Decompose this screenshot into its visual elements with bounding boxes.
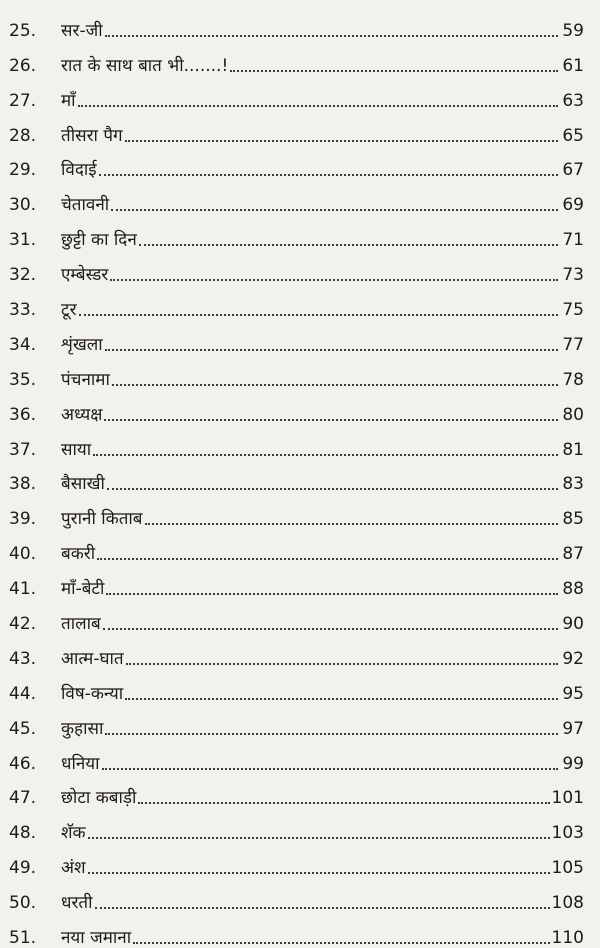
dot-leader (78, 104, 558, 107)
dot-leader (110, 278, 558, 281)
toc-entry (9, 807, 584, 842)
entry-page-number: 69 (562, 195, 584, 216)
dot-leader (105, 34, 558, 37)
dot-leader (97, 557, 558, 560)
entry-number: 39. (9, 509, 37, 530)
entry-title: अंश (61, 858, 86, 879)
toc-entry (9, 319, 584, 354)
entry-number: 51. (9, 928, 37, 948)
toc-entry (9, 40, 584, 75)
entry-page-number: 87 (562, 544, 584, 565)
toc-entry (9, 354, 584, 389)
entry-title: अध्यक्ष (61, 404, 103, 425)
entry-page-number: 108 (551, 893, 584, 914)
entry-number: 49. (9, 858, 37, 879)
entry-number: 48. (9, 823, 37, 844)
toc-entry (9, 424, 584, 459)
entry-title: नया जमाना (61, 928, 132, 948)
entry-number: 50. (9, 893, 37, 914)
dot-leader (133, 941, 549, 944)
entry-title: माँ-बेटी (61, 579, 105, 600)
entry-page-number: 110 (551, 928, 584, 948)
entry-number: 43. (9, 648, 37, 669)
toc-entry (9, 75, 584, 110)
toc-entry (9, 633, 584, 668)
entry-number: 29. (9, 160, 37, 181)
entry-title: साया (61, 439, 92, 460)
entry-page-number: 81 (562, 439, 584, 460)
dot-leader (125, 139, 558, 142)
toc-entry (9, 773, 584, 808)
entry-page-number: 71 (562, 230, 584, 251)
entry-page-number: 67 (562, 160, 584, 181)
entry-number: 35. (9, 369, 37, 390)
entry-title: माँ (61, 90, 76, 111)
entry-page-number: 77 (562, 334, 584, 355)
toc-list (9, 5, 584, 947)
entry-number: 47. (9, 788, 37, 809)
dot-leader (105, 732, 558, 735)
toc-entry (9, 459, 584, 494)
entry-number: 44. (9, 683, 37, 704)
entry-number: 30. (9, 195, 37, 216)
dot-leader (230, 69, 558, 72)
entry-title: पुरानी किताब (61, 509, 143, 530)
entry-title: विदाई (61, 160, 97, 181)
entry-title: तालाब (61, 614, 101, 635)
entry-title: धरती (61, 893, 93, 914)
dot-leader (99, 173, 558, 176)
toc-entry (9, 912, 584, 947)
entry-page-number: 97 (562, 718, 584, 739)
toc-entry (9, 668, 584, 703)
dot-leader (112, 383, 558, 386)
toc-entry (9, 598, 584, 633)
toc-entry (9, 179, 584, 214)
entry-page-number: 85 (562, 509, 584, 530)
entry-title: छुट्टी का दिन (61, 230, 137, 251)
entry-page-number: 101 (551, 788, 584, 809)
toc-entry (9, 738, 584, 773)
toc-entry (9, 284, 584, 319)
entry-title: चेतावनी (61, 195, 110, 216)
dot-leader (107, 487, 558, 490)
entry-title: रात के साथ बात भी.......! (61, 55, 229, 76)
entry-title: पंचनामा (61, 369, 110, 390)
entry-number: 37. (9, 439, 37, 460)
entry-number: 28. (9, 125, 37, 146)
toc-entry (9, 493, 584, 528)
dot-leader (88, 836, 550, 839)
toc-entry (9, 389, 584, 424)
entry-number: 42. (9, 614, 37, 635)
entry-page-number: 103 (551, 823, 584, 844)
entry-title: छोटा कबाड़ी (61, 788, 137, 809)
dot-leader (102, 767, 558, 770)
dot-leader (125, 697, 558, 700)
entry-number: 41. (9, 579, 37, 600)
entry-title: कुहासा (61, 718, 104, 739)
entry-page-number: 83 (562, 474, 584, 495)
entry-number: 27. (9, 90, 37, 111)
entry-page-number: 90 (562, 614, 584, 635)
dot-leader (106, 592, 558, 595)
entry-title: शॅक (61, 823, 86, 844)
entry-number: 32. (9, 265, 37, 286)
entry-number: 46. (9, 753, 37, 774)
dot-leader (95, 906, 550, 909)
entry-page-number: 88 (562, 579, 584, 600)
entry-page-number: 92 (562, 648, 584, 669)
entry-number: 34. (9, 334, 37, 355)
toc-entry (9, 563, 584, 598)
entry-number: 45. (9, 718, 37, 739)
toc-entry (9, 842, 584, 877)
entry-number: 40. (9, 544, 37, 565)
entry-title: बकरी (61, 544, 96, 565)
entry-page-number: 78 (562, 369, 584, 390)
toc-entry (9, 110, 584, 145)
entry-title: शृंखला (61, 334, 103, 355)
entry-number: 25. (9, 20, 37, 41)
entry-number: 38. (9, 474, 37, 495)
entry-title: सर-जी (61, 20, 103, 41)
toc-entry (9, 877, 584, 912)
dot-leader (93, 453, 558, 456)
dot-leader (139, 243, 558, 246)
toc-entry (9, 145, 584, 180)
dot-leader (138, 801, 549, 804)
dot-leader (145, 522, 558, 525)
toc-entry (9, 214, 584, 249)
dot-leader (111, 208, 558, 211)
entry-number: 31. (9, 230, 37, 251)
toc-entry (9, 528, 584, 563)
entry-page-number: 59 (562, 20, 584, 41)
toc-entry (9, 5, 584, 40)
entry-number: 26. (9, 55, 37, 76)
entry-title: धनिया (61, 753, 100, 774)
dot-leader (88, 871, 550, 874)
toc-entry (9, 249, 584, 284)
dot-leader (79, 313, 558, 316)
entry-page-number: 61 (562, 55, 584, 76)
entry-title: बैसाखी (61, 474, 105, 495)
entry-page-number: 95 (562, 683, 584, 704)
entry-title: तीसरा पैग (61, 125, 123, 146)
entry-title: आत्म-घात (61, 648, 124, 669)
toc-entry (9, 703, 584, 738)
dot-leader (105, 348, 558, 351)
dot-leader (104, 418, 558, 421)
dot-leader (126, 662, 558, 665)
entry-number: 33. (9, 300, 37, 321)
dot-leader (103, 627, 558, 630)
entry-page-number: 73 (562, 265, 584, 286)
entry-page-number: 99 (562, 753, 584, 774)
entry-page-number: 75 (562, 300, 584, 321)
entry-number: 36. (9, 404, 37, 425)
entry-page-number: 65 (562, 125, 584, 146)
entry-title: टूर (61, 300, 77, 321)
entry-page-number: 105 (551, 858, 584, 879)
entry-title: विष-कन्या (61, 683, 124, 704)
entry-page-number: 63 (562, 90, 584, 111)
entry-page-number: 80 (562, 404, 584, 425)
entry-title: एम्बेस्डर (61, 265, 109, 286)
